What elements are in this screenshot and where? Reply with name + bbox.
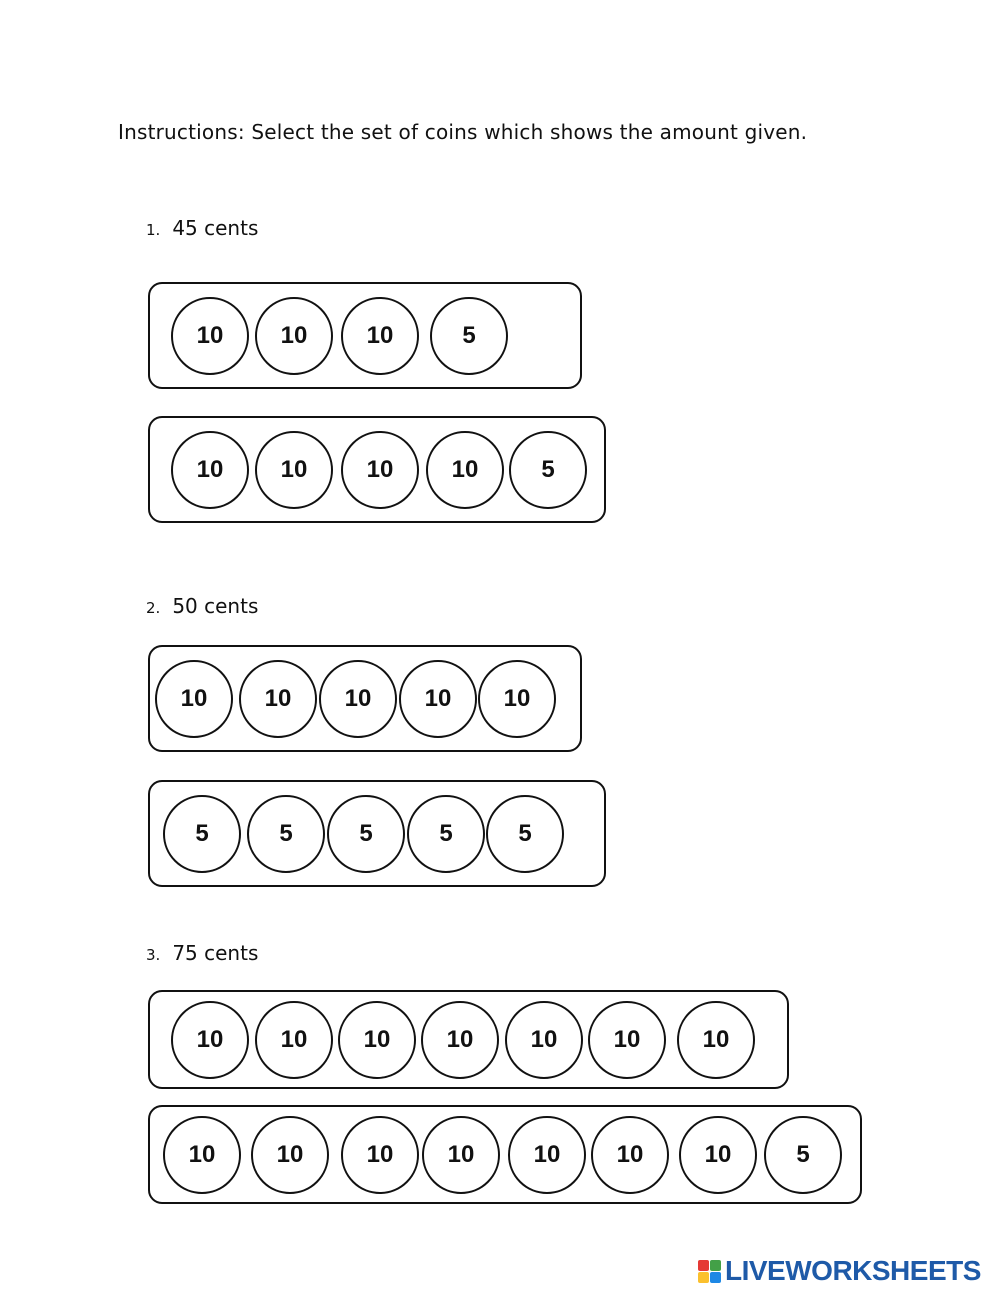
coin-10-cents: 10 — [163, 1116, 241, 1194]
coin-10-cents: 10 — [399, 660, 477, 738]
question-1-option-a[interactable] — [148, 282, 582, 389]
coin-10-cents: 10 — [588, 1001, 666, 1079]
coin-10-cents: 10 — [155, 660, 233, 738]
coin-10-cents: 10 — [341, 431, 419, 509]
coin-10-cents: 10 — [338, 1001, 416, 1079]
coin-5-cents: 5 — [247, 795, 325, 873]
coin-10-cents: 10 — [171, 297, 249, 375]
coin-5-cents: 5 — [430, 297, 508, 375]
coin-10-cents: 10 — [255, 431, 333, 509]
coin-10-cents: 10 — [319, 660, 397, 738]
coin-10-cents: 10 — [422, 1116, 500, 1194]
question-number: 2. — [146, 599, 161, 617]
coin-10-cents: 10 — [478, 660, 556, 738]
coin-10-cents: 10 — [341, 1116, 419, 1194]
question-2-option-b[interactable] — [148, 780, 606, 887]
question-3-option-b[interactable] — [148, 1105, 862, 1204]
coin-10-cents: 10 — [239, 660, 317, 738]
coin-5-cents: 5 — [407, 795, 485, 873]
liveworksheets-logo — [698, 1256, 981, 1286]
question-3-label — [146, 941, 258, 965]
question-number: 1. — [146, 221, 161, 239]
coin-10-cents: 10 — [679, 1116, 757, 1194]
coin-10-cents: 10 — [251, 1116, 329, 1194]
coin-10-cents: 10 — [505, 1001, 583, 1079]
coin-10-cents: 10 — [255, 297, 333, 375]
question-prompt: 45 cents — [172, 216, 259, 240]
coin-10-cents: 10 — [171, 431, 249, 509]
liveworksheets-logo-icon — [698, 1260, 721, 1283]
coin-5-cents: 5 — [327, 795, 405, 873]
coin-10-cents: 10 — [341, 297, 419, 375]
question-2-option-a[interactable] — [148, 645, 582, 752]
instructions-text: Instructions: Select the set of coins which shows the amount given. — [118, 120, 808, 144]
logo-text: LIVEWORKSHEETS — [725, 1255, 981, 1286]
question-1-label — [146, 216, 258, 240]
coin-10-cents: 10 — [421, 1001, 499, 1079]
coin-10-cents: 10 — [677, 1001, 755, 1079]
logo-block-green — [710, 1260, 721, 1271]
coin-10-cents: 10 — [171, 1001, 249, 1079]
coin-10-cents: 10 — [591, 1116, 669, 1194]
question-2-label — [146, 594, 258, 618]
question-3-option-a[interactable] — [148, 990, 789, 1089]
logo-block-red — [698, 1260, 709, 1271]
logo-block-yellow — [698, 1272, 709, 1283]
question-prompt: 75 cents — [172, 941, 259, 965]
question-number: 3. — [146, 946, 161, 964]
question-1-option-b[interactable] — [148, 416, 606, 523]
coin-10-cents: 10 — [255, 1001, 333, 1079]
coin-10-cents: 10 — [508, 1116, 586, 1194]
coin-5-cents: 5 — [509, 431, 587, 509]
coin-10-cents: 10 — [426, 431, 504, 509]
coin-5-cents: 5 — [486, 795, 564, 873]
coin-5-cents: 5 — [764, 1116, 842, 1194]
logo-block-blue — [710, 1272, 721, 1283]
question-prompt: 50 cents — [172, 594, 259, 618]
coin-5-cents: 5 — [163, 795, 241, 873]
